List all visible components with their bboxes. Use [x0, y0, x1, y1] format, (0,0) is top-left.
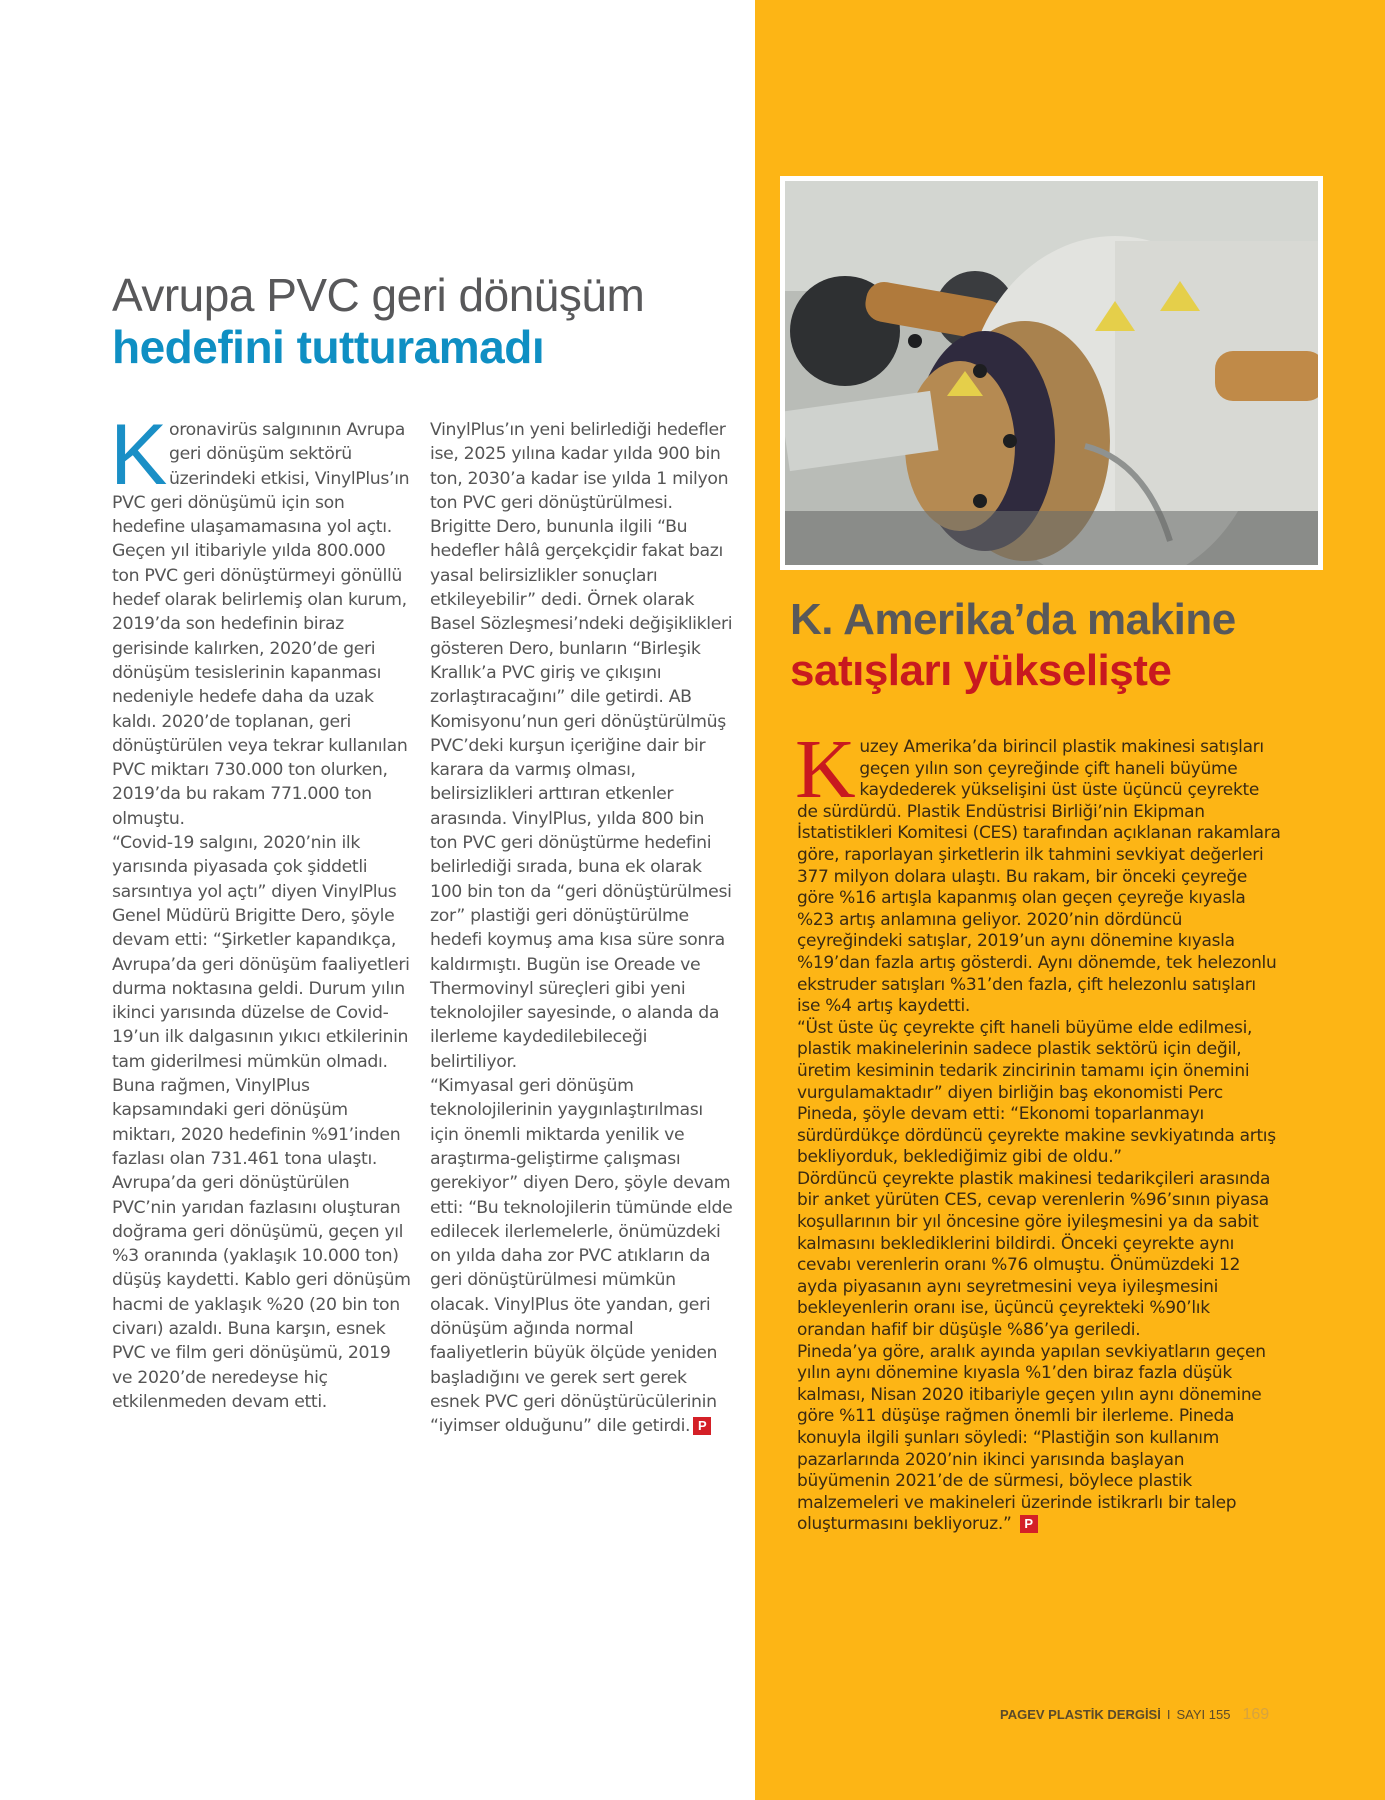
- paragraph: Dördüncü çeyrekte plastik makinesi tedarikçileri arasında bir anket yürüten CES, cevap verenlerin %96’sının piyasa koşullarının bir yıl öncesine göre iyileşmesini ya da sabit kalmasını beklediklerini bildirdi. Önceki çeyrekte aynı cevabı verenlerin oranı %76 olmuştu. Önümüzdeki 12 ayda piyasanın aynı seyretmesini veya iyileşmesini bekleyenlerin oranı ise, üçüncü çeyrekteki %90’lık orandan hafif bir düşüşle %86’ya geriledi.: [797, 1168, 1271, 1341]
- footer-separator: I: [1166, 1707, 1171, 1722]
- paragraph: uzey Amerika’da birincil plastik makinesi satışları geçen yılın son çeyreğinde çift haneli büyüme kaydederek yükselişini üst üste üçüncü çeyrekte de sürdürdü. Plastik Endüstrisi Birliği’nin Ekipman İstatistikleri Komitesi (CES) tarafından açıklanan rakamlara göre, raporlayan şirketlerin ilk tahmini sevkiyat değerleri 377 milyon dolara ulaştı. Bu rakam, bir önceki çeyreğe göre %16 artışla kapanmış olan geçen çeyreğe kıyasla %23 artış anlamına geliyor. 2020’nin dördüncü çeyreğindeki satışlar, 2019’un aynı dönemine kıyasla %19’dan fazla artış gösterdi. Aynı dönemde, tek helezonlu ekstruder satışları %31’den fazla, çift helezonlu satışları ise %4 artış kaydetti.: [797, 737, 1281, 1017]
- issue-number: SAYI 155: [1176, 1707, 1231, 1722]
- dropcap: K: [110, 407, 168, 503]
- paragraph: “Üst üste üç çeyrekte çift haneli büyüme elde edilmesi, plastik makinelerinin sadece plastik sektörü için değil, üretim kesiminin tedarik zincirinin tamamı için önemini vurgulamaktadır” diyen birliğin baş ekonomisti Perc Pineda, şöyle devam etti: “Ekonomi toparlanmayı sürdürdükçe dördüncü çeyrekte makine sevkiyatında artış bekliyorduk, beklediğimiz gibi de oldu.”: [797, 1017, 1276, 1168]
- left-article-column-1: [110, 407, 412, 1414]
- end-of-article-icon: P: [693, 1417, 711, 1435]
- page-number: 169: [1242, 1706, 1270, 1723]
- left-title-line2: hedefini tutturamadı: [112, 320, 545, 373]
- left-article-title: [112, 270, 752, 373]
- machine-illustration-icon: [785, 181, 1318, 565]
- paragraph-text: “Kimyasal geri dönüşüm teknolojilerinin yaygınlaştırılması için önemli miktarda yenilik ve araştırma-geliştirme çalışması gerekiyor” diyen Dero, şöyle devam etti: “Bu teknolojilerin tümünde elde edilecek ilerlemelerle, önümüzdeki on yılda daha zor PVC atıkların da geri dönüştürülmesi mümkün olacak. VinylPlus öte yandan, geri dönüşüm ağında normal faaliyetlerin büyük ölçüde yeniden başladığını ve gerek sert gerek esnek PVC geri dönüştürücülerinin “iyimser olduğunu” dile getirdi.: [430, 1076, 733, 1437]
- paragraph-with-end-mark: [430, 1074, 735, 1438]
- extruder-machine-photo: [780, 176, 1323, 570]
- left-article-column-2: [430, 418, 735, 1438]
- photo-image: [785, 181, 1318, 565]
- right-article-title: [790, 595, 1310, 696]
- paragraph: oronavirüs salgınının Avrupa geri dönüşüm sektörü üzerindeki etkisi, VinylPlus’ın PVC geri dönüşümü için son hedefine ulaşamamasına yol açtı. Geçen yıl itibariyle yılda 800.000 ton PVC geri dönüştürmeyi gönüllü hedef olarak belirlemiş olan kurum, 2019’da son hedefinin biraz gerisinde kalırken, 2020’de geri dönüşüm tesislerinin kapanması nedeniyle hedefe daha da uzak kaldı. 2020’de toplanan, geri dönüştürülen veya tekrar kullanılan PVC miktarı 730.000 ton olurken, 2019’da bu rakam 771.000 ton olmuştu.: [112, 420, 410, 829]
- right-title-line2: satışları yükselişte: [790, 645, 1172, 695]
- paragraph: “Covid-19 salgını, 2020’nin ilk yarısında piyasada çok şiddetli sarsıntıya yol açtı” diyen VinylPlus Genel Müdürü Brigitte Dero, şöyle devam etti: “Şirketler kapandıkça, Avrupa’da geri dönüşüm faaliyetleri durma noktasına geldi. Durum yılın ikinci yarısında düzelse de Covid-19’un ilk dalgasının yıkıcı etkilerinin tam giderilmesi mümkün olmadı. Buna rağmen, VinylPlus kapsamındaki geri dönüşüm miktarı, 2020 hedefinin %91’inden fazlası olan 731.461 tona ulaştı. Avrupa’da geri dönüştürülen PVC’nin yarıdan fazlasını oluşturan doğrama geri dönüşümü, geçen yıl %3 oranında (yaklaşık 10.000 ton) düşüş kaydetti. Kablo geri dönüşüm hacmi de yaklaşık %20 (20 bin ton civarı) azaldı. Buna karşın, esnek PVC ve film geri dönüşümü, 2019 ve 2020’de neredeyse hiç etkilenmeden devam etti.: [112, 833, 411, 1412]
- paragraph: VinylPlus’ın yeni belirlediği hedefler ise, 2025 yılına kadar yılda 900 bin ton, 2030’a kadar ise yılda 1 milyon ton PVC geri dönüştürülmesi. Brigitte Dero, bununla ilgili “Bu hedefler hâlâ gerçekçidir fakat bazı yasal belirsizlikler sonuçları etkileyebilir” dedi. Örnek olarak Basel Sözleşmesi’ndeki değişiklikleri gösteren Dero, bunların “Birleşik Krallık’a PVC giriş ve çıkışını zorlaştıracağını” dile getirdi. AB Komisyonu’nun geri dönüştürülmüş PVC’deki kurşun içeriğine dair bir karara da varmış olması, belirsizlikleri arttıran etkenler arasında. VinylPlus, yılda 800 bin ton PVC geri dönüştürme hedefini belirlediği sırada, buna ek olarak 100 bin ton da “geri dönüştürülmesi zor” plastiği geri dönüştürülme hedefi koymuş ama kısa süre sonra kaldırmıştı. Bugün ise Oreade ve Thermovinyl süreçleri gibi yeni teknolojiler sayesinde, o alanda da ilerleme kaydedilebileceği belirtiliyor.: [430, 420, 733, 1072]
- page-footer: [1000, 1706, 1300, 1724]
- end-of-article-icon: P: [1020, 1515, 1038, 1533]
- right-title-line1: K. Amerika’da makine: [790, 595, 1236, 644]
- paragraph-with-end-mark: [797, 1342, 1282, 1536]
- dropcap: K: [795, 723, 856, 816]
- left-title-line1: Avrupa PVC geri dönüşüm: [112, 269, 645, 321]
- right-article-body: [795, 723, 1282, 1536]
- paragraph-text: Pineda’ya göre, aralık ayında yapılan sevkiyatların geçen yılın aynı dönemine kıyasla %1’den biraz fazla düşük kalması, Nisan 2020 itibariyle geçen yılın aynı dönemine göre %11 düşüşe rağmen önemli bir ilerleme. Pineda konuyla ilgili şunları söyledi: “Plastiğin son kullanım pazarlarında 2020’nin ikinci yarısında başlayan büyümenin 2021’de de sürmesi, böylece plastik malzemeleri ve makineleri üzerinde istikrarlı bir talep oluşturmasını bekliyoruz.”: [797, 1341, 1266, 1535]
- magazine-name: PAGEV PLASTİK DERGİSİ: [1000, 1707, 1161, 1722]
